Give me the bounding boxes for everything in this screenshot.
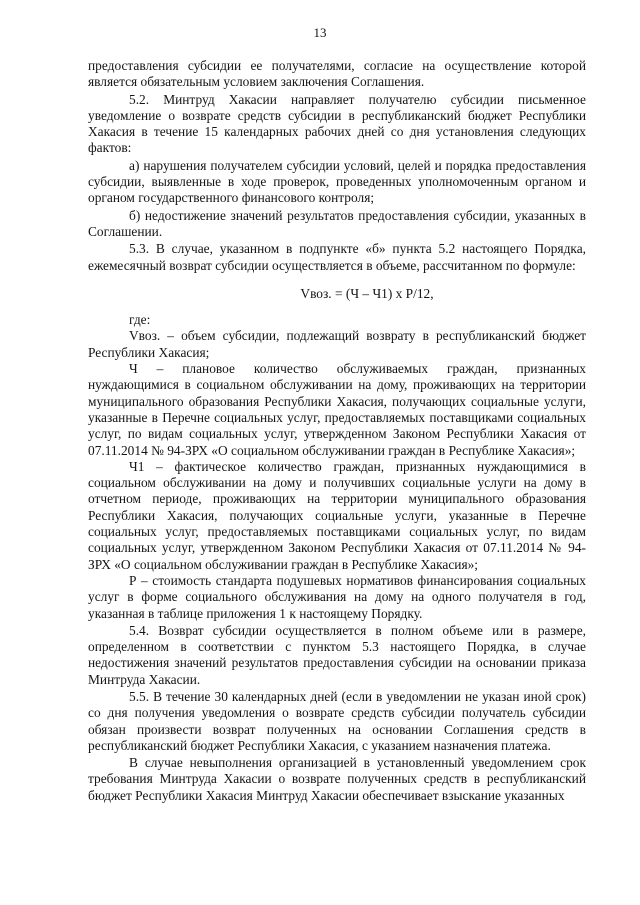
definition-ch1: Ч1 – фактическое количество граждан, признанных нуждающимися в социальном обслуживании на дому и получивших социальные услуги на дому в отчетном периоде, проживающих на территории муниципального образования Республики Хакасия, получающих социальные услуги, указанные в Перечне социальных услуг, предоставляемых поставщиками социальных услуг, по видам социальных услуг, утвержденном Законом Республики Хакасия от 07.11.2014 № 94-ЗРХ «О социальном обслуживании граждан в Республике Хакасия»; [88, 458, 586, 572]
paragraph-5-5: 5.5. В течение 30 календарных дней (если в уведомлении не указан иной срок) со дня получения уведомления о возврате средств субсидии получатель субсидии обязан произвести возврат полученных на основании Соглашения средств в республиканский бюджет Республики Хакасия, с указанием назначения платежа. [88, 688, 586, 753]
paragraph-5-2-b: б) недостижение значений результатов предоставления субсидии, указанных в Соглашении. [88, 207, 586, 239]
formula: Vвоз. = (Ч – Ч1) х Р/12, [300, 285, 434, 301]
paragraph-non-compliance: В случае невыполнения организацией в установленный уведомлением срок требования Минтруда Хакасии о возврате полученных средств в республиканский бюджет Республики Хакасия Минтруд Хакасии обеспечивает взыскание указанных [88, 755, 586, 803]
paragraph-5-4: 5.4. Возврат субсидии осуществляется в полном объеме или в размере, определенном в соответствии с пунктом 5.3 настоящего Порядка, в случае недостижения значений результатов предоставления субсидии на основании приказа Минтруда Хакасии. [88, 622, 586, 687]
definition-v-voz: Vвоз. – объем субсидии, подлежащий возврату в республиканский бюджет Республики Хакасия; [88, 328, 586, 360]
paragraph-5-2-a: а) нарушения получателем субсидии условий, целей и порядка предоставления субсидии, выявленные в ходе проверок, проведенных уполномоченным органом и органом государственного финансового контроля; [88, 157, 586, 206]
paragraph-5-3: 5.3. В случае, указанном в подпункте «б» пункта 5.2 настоящего Порядка, ежемесячный возврат субсидии осуществляется в объеме, рассчитанном по формуле: [88, 241, 586, 273]
formula-where-label: где: [129, 312, 151, 328]
definition-ch: Ч – плановое количество обслуживаемых граждан, признанных нуждающимися в социальном обслуживании на дому, проживающих на территории муниципального образования Республики Хакасия, получающих социальные услуги, указанные в Перечне социальных услуг, предоставляемых поставщиками социальных услуг, по видам социальных услуг, утвержденном Законом Республики Хакасия от 07.11.2014 № 94-ЗРХ «О социальном обслуживании граждан в Республике Хакасия»; [88, 361, 586, 458]
page-number: 13 [313, 25, 327, 40]
paragraph-5-2: 5.2. Минтруд Хакасии направляет получателю субсидии письменное уведомление о возврате средств субсидии в республиканский бюджет Республики Хакасия в течение 15 календарных рабочих дней со дня установления следующих фактов: [88, 91, 586, 156]
paragraph-continuation: предоставления субсидии ее получателями, согласие на осуществление которой является обязательным условием заключения Соглашения. [88, 58, 586, 90]
definition-r: Р – стоимость стандарта подушевых нормативов финансирования социальных услуг в форме социального обслуживания на дому на одного получателя в год, указанная в таблице приложения 1 к настоящему Порядку. [88, 572, 586, 621]
document-body [88, 58, 586, 804]
